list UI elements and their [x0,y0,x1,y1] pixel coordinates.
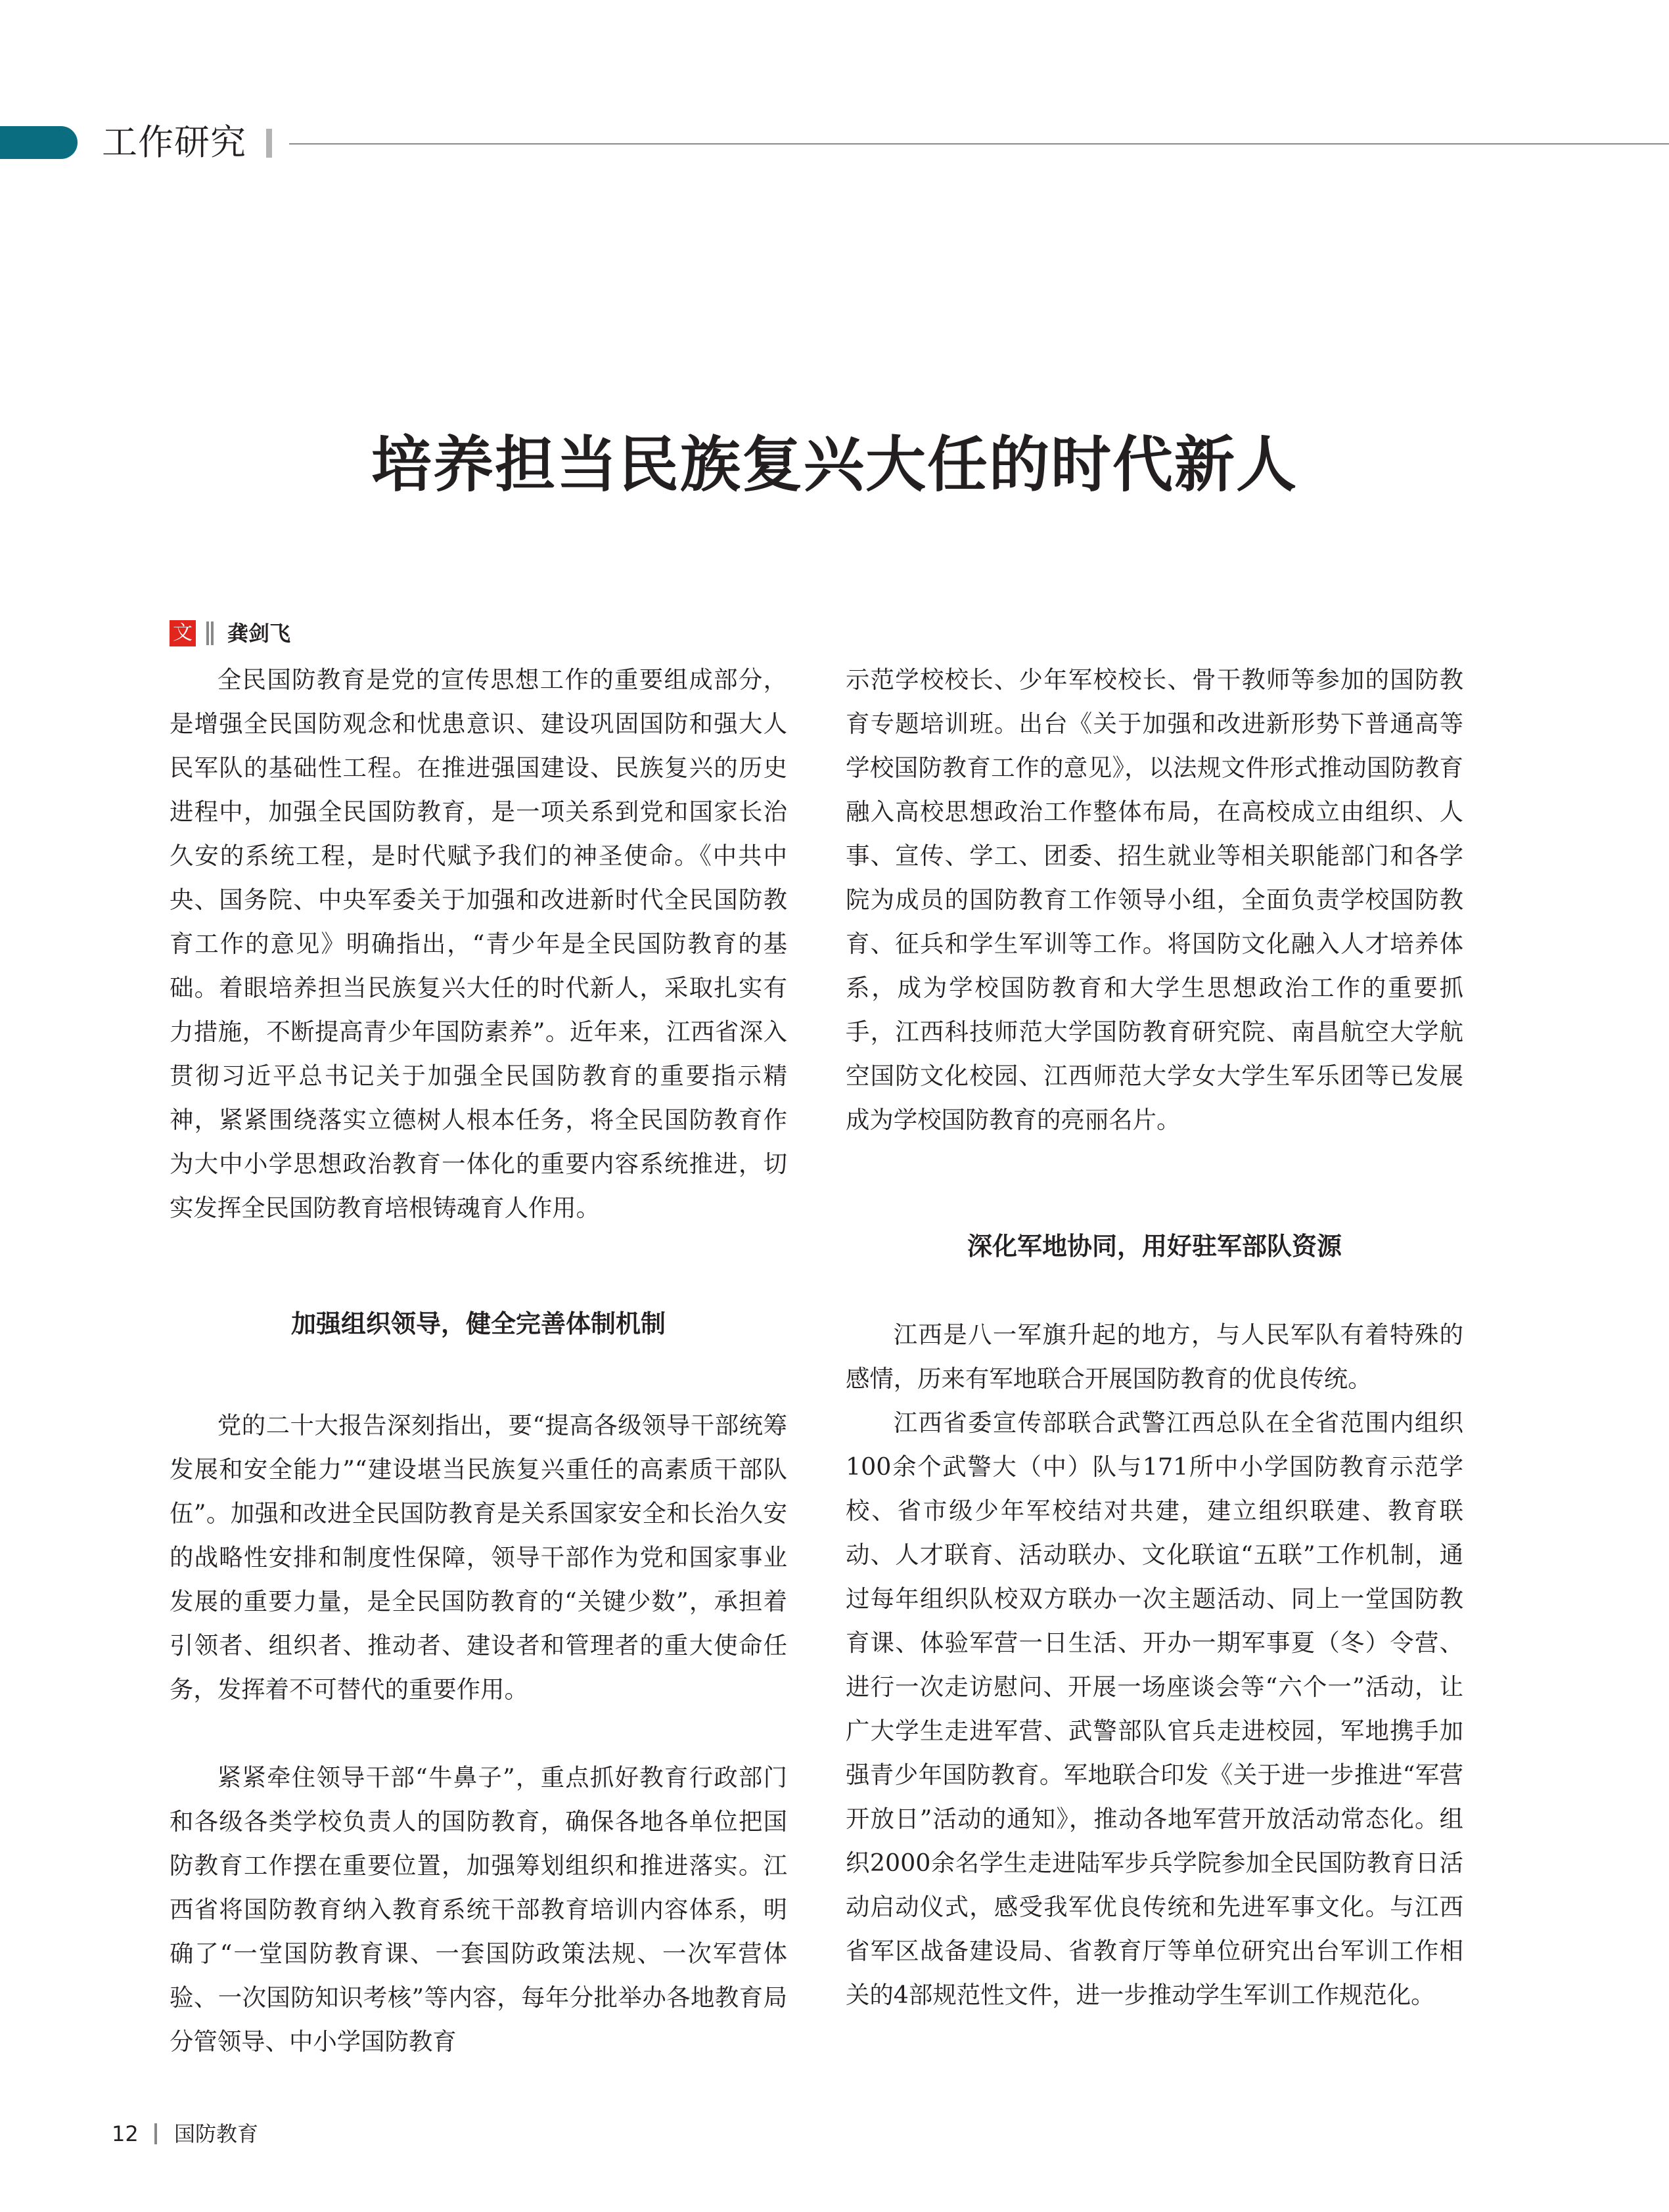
magazine-name: 国防教育 [174,2121,259,2146]
byline-divider [211,621,214,645]
header-rule [289,143,1669,145]
section-tab-marker [0,126,78,159]
author-name: 龚剑飞 [227,621,291,646]
section-label: 工作研究 [102,122,246,163]
section-heading-2: 深化军地协同，用好驻军部队资源 [967,1232,1342,1261]
paragraph: 党的二十大报告深刻指出，要“提高各级领导干部统筹发展和安全能力”“建设堪当民族复兴重任的高素质干部队伍”。加强和改进全民国防教育是关系国家安全和长治久安的战略性安排和制度性保障，领导干部作为党和国家事业发展的重要力量，是全民国防教育的“关键少数”，承担着引领者、组织者、推动者、建设者和管理者的重大使命任务，发挥着不可替代的重要作用。 [170,1411,787,1704]
paragraph-continued: 示范学校校长、少年军校校长、骨干教师等参加的国防教育专题培训班。出台《关于加强和改进新形势下普通高等学校国防教育工作的意见》，以法规文件形式推动国防教育融入高校思想政治工作整体布局，在高校成立由组织、人事、宣传、学工、团委、招生就业等相关职能部门和各学院为成员的国防教育工作领导小组，全面负责学校国防教育、征兵和学生军训等工作。将国防文化融入人才培养体系，成为学校国防教育和大学生思想政治工作的重要抓手，江西科技师范大学国防教育研究院、南昌航空大学航空国防文化校园、江西师范大学女大学生军乐团等已发展成为学校国防教育的亮丽名片。 [846,666,1463,1134]
page-number: 12 [112,2121,139,2146]
section-divider-bar [266,129,272,158]
paragraph: 江西省委宣传部联合武警江西总队在全省范围内组织100余个武警大（中）队与171所中小学国防教育示范学校、省市级少年军校结对共建，建立组织联建、教育联动、人才联育、活动联办、文化联谊“五联”工作机制，通过每年组织队校双方联办一次主题活动、同上一堂国防教育课、体验军营一日生活、开办一期军事夏（冬）令营、进行一次走访慰问、开展一场座谈会等“六个一”活动，让广大学生走进军营、武警部队官兵走进校园，军地携手加强青少年国防教育。军地联合印发《关于进一步推进“军营开放日”活动的通知》，推动各地军营开放活动常态化。组织2000余名学生走进陆军步兵学院参加全民国防教育日活动启动仪式，感受我军优良传统和先进军事文化。与江西省军区战备建设局、省教育厅等单位研究出台军训工作相关的4部规范性文件，进一步推动学生军训工作规范化。 [846,1409,1463,2009]
paragraph: 江西是八一军旗升起的地方，与人民军队有着特殊的感情，历来有军地联合开展国防教育的优良传统。 [846,1320,1463,1393]
byline-divider [206,621,209,645]
byline-text-mark: 文 [170,620,196,646]
paragraph: 紧紧牵住领导干部“牛鼻子”，重点抓好教育行政部门和各级各类学校负责人的国防教育，确保各地各单位把国防教育工作摆在重要位置，加强筹划组织和推进落实。江西省将国防教育纳入教育系统干部教育培训内容体系，明确了“一堂国防教育课、一套国防政策法规、一次军营体验、一次国防知识考核”等内容，每年分批举办各地教育局分管领导、中小学国防教育 [170,1763,787,2056]
paragraph-intro: 全民国防教育是党的宣传思想工作的重要组成部分，是增强全民国防观念和忧患意识、建设巩固国防和强大人民军队的基础性工程。在推进强国建设、民族复兴的历史进程中，加强全民国防教育，是一项关系到党和国家长治久安的系统工程，是时代赋予我们的神圣使命。《中共中央、国务院、中央军委关于加强和改进新时代全民国防教育工作的意见》明确指出，“青少年是全民国防教育的基础。着眼培养担当民族复兴大任的时代新人，采取扎实有力措施，不断提高青少年国防素养”。近年来，江西省深入贯彻习近平总书记关于加强全民国防教育的重要指示精神，紧紧围绕落实立德树人根本任务，将全民国防教育作为大中小学思想政治教育一体化的重要内容系统推进，切实发挥全民国防教育培根铸魂育人作用。 [170,666,787,1222]
article-title: 培养担当民族复兴大任的时代新人 [371,430,1298,500]
footer-divider [154,2123,157,2144]
section-heading-1: 加强组织领导，健全完善体制机制 [290,1309,666,1338]
